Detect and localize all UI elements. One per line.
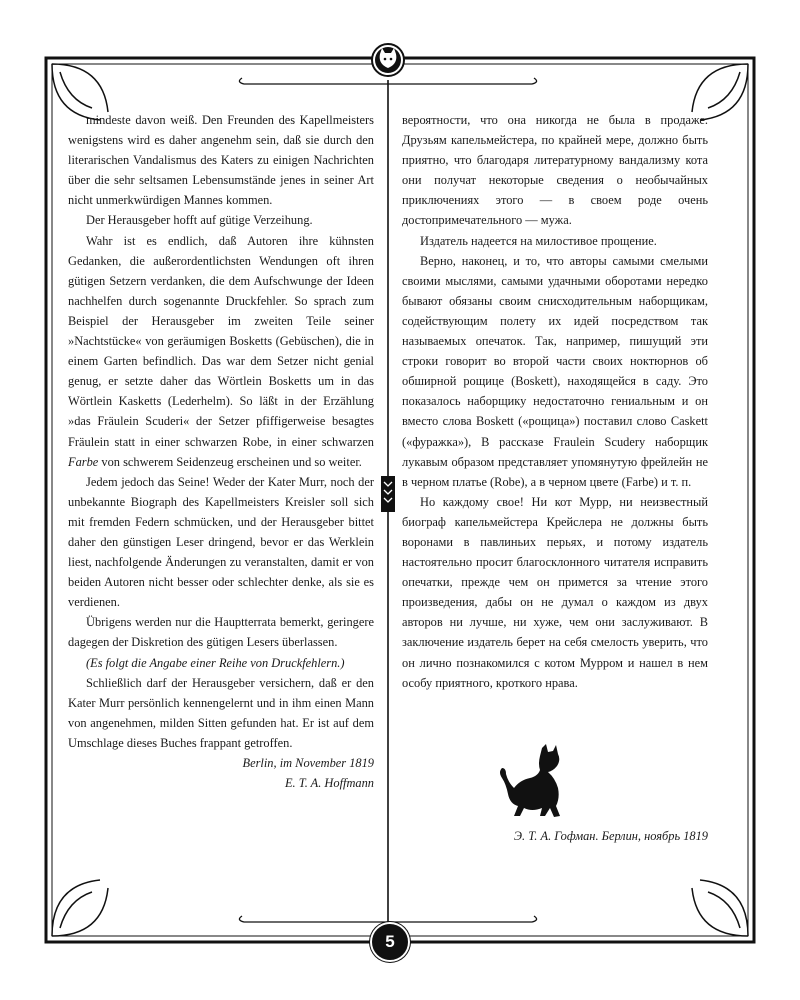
right-paragraph: Издатель надеется на милостивое прощение. (420, 233, 657, 248)
left-paragraph: Schließlich darf der Herausgeber versichern, daß er den Kater Murr persönlich kennengelernt und in ihm einen Mann von angenehmen, milden Sitten gefunden hat. Er ist auf dem Umschlage dieses Buches frappant getroffen. (68, 675, 374, 750)
left-paragraph: Wahr ist es endlich, daß Autoren ihre kühnsten Gedanken, die außerordentlichsten Wendungen oft ihren gütigen Setzern verdanken, die dem Aufschwunge der Ideen nachhelfen durch sogenannte Druckfehler. So sprach zum Beispiel der Herausgeber im zweiten Teile seiner »Nachtstücke« von geräumigen Bosketts (Gebüschen), die in einem Garten befindlich. Das war dem Setzer nicht genial genug, er setzte daher das Wörtlein Bosketts um in das Wörtlein Kasketts (Lederhelm). So läßt in der Erzählung »das Fräulein Scuderi« der Setzer pfiffigerweise besagtes Fräulein statt in einer schwarzen Robe, in einer schwarzen Farbe von schwerem Seidenzeug erscheinen und so weiter. (68, 233, 374, 469)
left-paragraph: Jedem jedoch das Seine! Weder der Kater Murr, noch der unbekannte Biograph des Kapellmeisters Kreisler soll sich mit fremden Federn schmücken, und der Herausgeber bittet daher den günstigen Leser dringend, bevor er das Werklein liest, nachfolgende Änderungen zu veranstalten, damit er von beiden Autoren nicht besser oder schlechter denke, als sie es verdienen. (68, 474, 374, 610)
left-paragraph: Übrigens werden nur die Hauptterrata bemerkt, geringere dagegen der Diskretion des gütigen Lesers überlassen. (68, 615, 374, 650)
right-paragraph: Но каждому свое! Ни кот Мурр, ни неизвестный биограф капельмейстера Крейслера не должны быть воронами в павлиньих перьях, и потому издатель настоятельно просит благосклонного читателя исправить опечатки, прежде чем он примется за чтение этого произведения, дабы он не думал о каждом из двух авторов ни лучше, ни хуже, чем они заслуживают. В заключение издатель берет на себя смелость уверить, что он лично познакомился с котом Мурром и нашел в нем особу приятного, кроткого нрава. (402, 494, 708, 690)
divider-ornament (381, 476, 395, 512)
right-paragraph: вероятности, что она никогда не была в продаже. Друзьям капельмейстера, по крайней мере, должно быть приятно, что благодаря литературному вандализму кота они получат некоторые сведения о необычайных приключениях этого — в своем роде очень достопримечательного — мужа. (402, 113, 708, 228)
page-number: 5 (372, 924, 408, 960)
left-paragraph: mindeste davon weiß. Den Freunden des Kapellmeisters wenigstens wird es daher angenehm sein, daß sie durch den literarischen Vandalismus des Katers zu einigen Nachrichten über die sehr seltsamen Lebensumstände jenes in seiner Art nicht unmerkwürdigen Mannes kommen. (68, 113, 374, 208)
farbe-word: Farbe (68, 454, 99, 469)
signature-place: Berlin, im November 1819 (242, 756, 374, 770)
left-column-german (68, 110, 374, 793)
right-paragraph: Верно, наконец, и то, что авторы самыми смелыми своими мыслями, самыми удачными оборотами нередко бывают обязаны своим снисходительным наборщикам, содействующим полету их идей посредством так называемых опечаток. Так, например, пишущий эти строки говорит во второй части своих ноктюрнов об обширной рощице (Boskett), находящейся в саду. Это показалось наборщику недостаточно гениальным и он вместо слова Boskett («рощица») поставил слово Caskett («фуражка»), В рассказе Fraulein Scudery наборщик лукавым образом представляет упомянутую фрейлейн не в черном платье (Robe), а в черном цвете (Farbe) и т. п. (402, 253, 708, 489)
cat-face-badge-icon (370, 42, 406, 78)
left-paragraph: Der Herausgeber hofft auf gütige Verzeihung. (86, 213, 313, 228)
cat-silhouette-icon (498, 744, 580, 822)
right-column-russian (402, 110, 708, 693)
right-signature: Э. Т. А. Гофман. Берлин, ноябрь 1819 (513, 829, 708, 843)
left-paragraph-italic: (Es folgt die Angabe einer Reihe von Druckfehlern.) (86, 655, 345, 670)
signature-name: E. T. A. Hoffmann (284, 776, 374, 791)
